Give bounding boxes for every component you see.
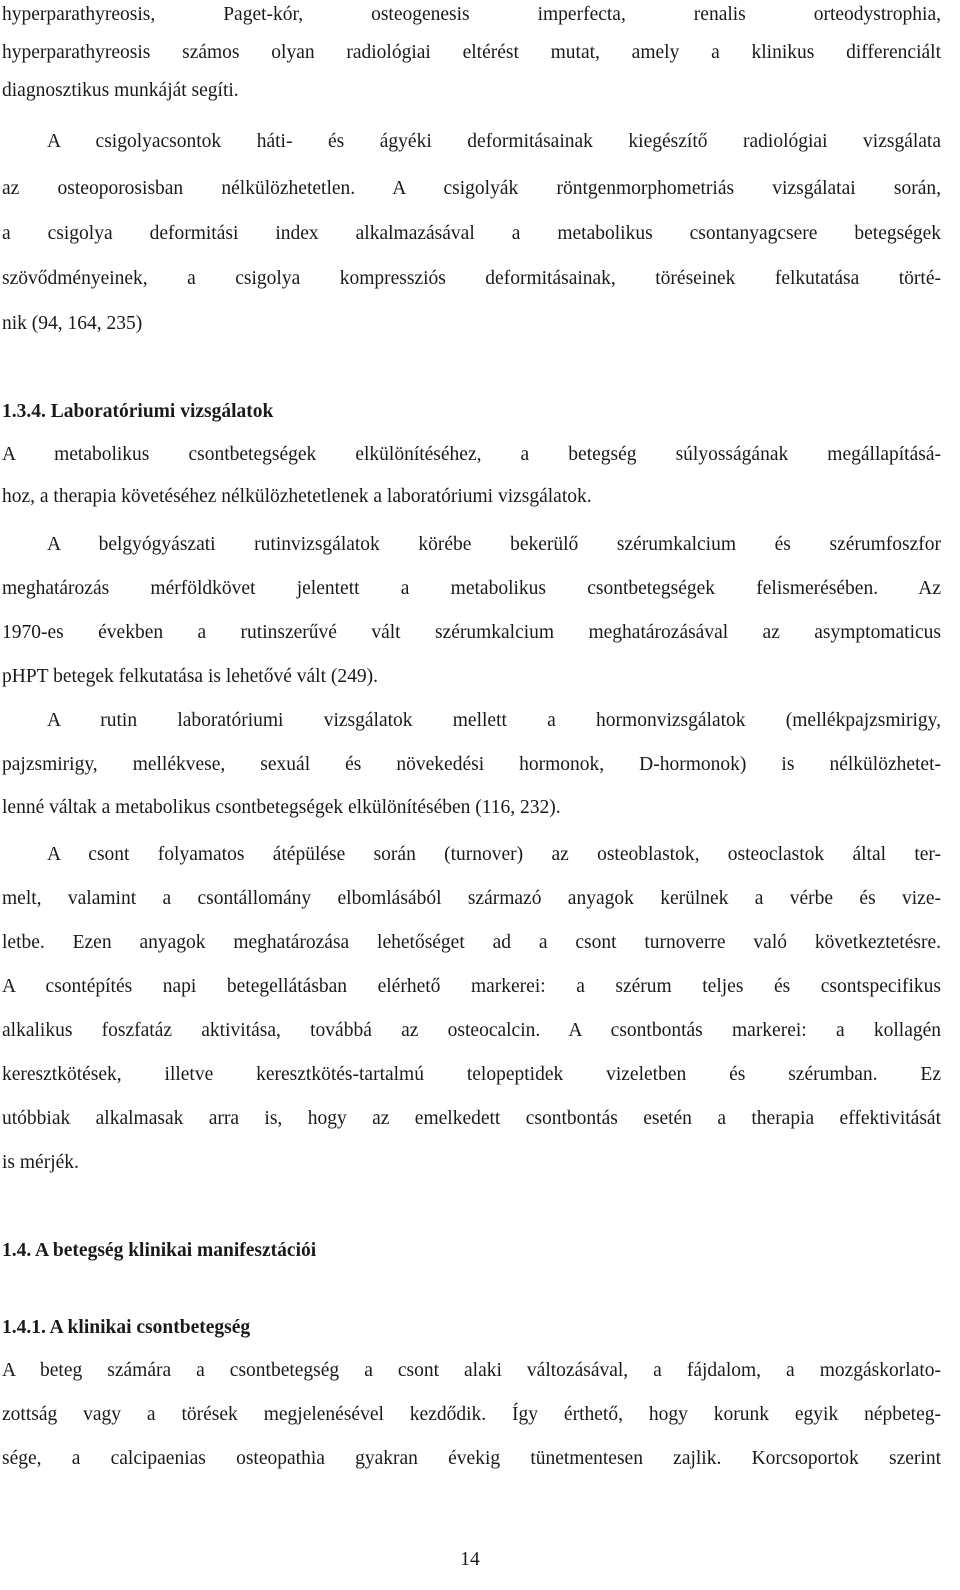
body-text-line: az osteoporosisban nélkülözhetetlen. A csigolyák röntgenmorphometriás vizsgálatai során,: [2, 178, 941, 199]
body-text-line: melt, valamint a csontállomány elbomlásából származó anyagok kerülnek a vérbe és vize-: [2, 888, 941, 909]
body-text-line: A metabolikus csontbetegségek elkülönítéséhez, a betegség súlyosságának megállapításá-: [2, 444, 941, 465]
body-text-line: A belgyógyászati rutinvizsgálatok körébe bekerülő szérumkalcium és szérumfoszfor: [47, 534, 941, 555]
body-text-line: letbe. Ezen anyagok meghatározása lehetőséget ad a csont turnoverre való következtetésre.: [2, 932, 941, 953]
body-text-line: is mérjék.: [2, 1152, 79, 1173]
body-text-line: szövődményeinek, a csigolya kompressziós deformitásainak, töréseinek felkutatása törté-: [2, 268, 941, 289]
body-text-line: hyperparathyreosis, Paget-kór, osteogenesis imperfecta, renalis orteodystrophia,: [2, 4, 941, 25]
body-text-line: A csigolyacsontok háti- és ágyéki deformitásainak kiegészítő radiológiai vizsgálata: [47, 131, 941, 152]
body-text-line: A csontépítés napi betegellátásban elérhető markerei: a szérum teljes és csontspecifikus: [2, 976, 941, 997]
section-heading: 1.4. A betegség klinikai manifesztációi: [2, 1240, 317, 1261]
body-text-line: A beteg számára a csontbetegség a csont alaki változásával, a fájdalom, a mozgáskorlato-: [2, 1360, 941, 1381]
body-text-line: 1970-es években a rutinszerűvé vált szérumkalcium meghatározásával az asymptomaticus: [2, 622, 941, 643]
body-text-line: utóbbiak alkalmasak arra is, hogy az emelkedett csontbontás esetén a therapia effektivitását: [2, 1108, 941, 1129]
body-text-line: meghatározás mérföldkövet jelentett a metabolikus csontbetegségek felismerésében. Az: [2, 578, 941, 599]
body-text-line: alkalikus foszfatáz aktivitása, továbbá az osteocalcin. A csontbontás markerei: a kollagén: [2, 1020, 941, 1041]
body-text-line: a csigolya deformitási index alkalmazásával a metabolikus csontanyagcsere betegségek: [2, 223, 941, 244]
body-text-line: hoz, a therapia követéséhez nélkülözhetetlenek a laboratóriumi vizsgálatok.: [2, 486, 592, 507]
section-heading: 1.3.4. Laboratóriumi vizsgálatok: [2, 401, 274, 422]
body-text-line: pHPT betegek felkutatása is lehetővé vált (249).: [2, 666, 378, 687]
body-text-line: A rutin laboratóriumi vizsgálatok mellett a hormonvizsgálatok (mellékpajzsmirigy,: [47, 710, 941, 731]
body-text-line: nik (94, 164, 235): [2, 313, 143, 334]
body-text-line: zottság vagy a törések megjelenésével kezdődik. Így érthető, hogy korunk egyik népbeteg-: [2, 1404, 941, 1425]
page-number: 14: [460, 1549, 480, 1570]
body-text-line: keresztkötések, illetve keresztkötés-tartalmú telopeptidek vizeletben és szérumban. Ez: [2, 1064, 941, 1085]
subsection-heading: 1.4.1. A klinikai csontbetegség: [2, 1317, 251, 1338]
body-text-line: hyperparathyreosis számos olyan radiológiai eltérést mutat, amely a klinikus differenciált: [2, 42, 941, 63]
body-text-line: lenné váltak a metabolikus csontbetegségek elkülönítésében (116, 232).: [2, 797, 561, 818]
body-text-line: sége, a calcipaenias osteopathia gyakran évekig tünetmentesen zajlik. Korcsoportok szerint: [2, 1448, 941, 1469]
body-text-line: diagnosztikus munkáját segíti.: [2, 80, 239, 101]
body-text-line: A csont folyamatos átépülése során (turnover) az osteoblastok, osteoclastok által ter-: [47, 844, 941, 865]
body-text-line: pajzsmirigy, mellékvese, sexuál és növekedési hormonok, D-hormonok) is nélkülözhetet-: [2, 754, 941, 775]
